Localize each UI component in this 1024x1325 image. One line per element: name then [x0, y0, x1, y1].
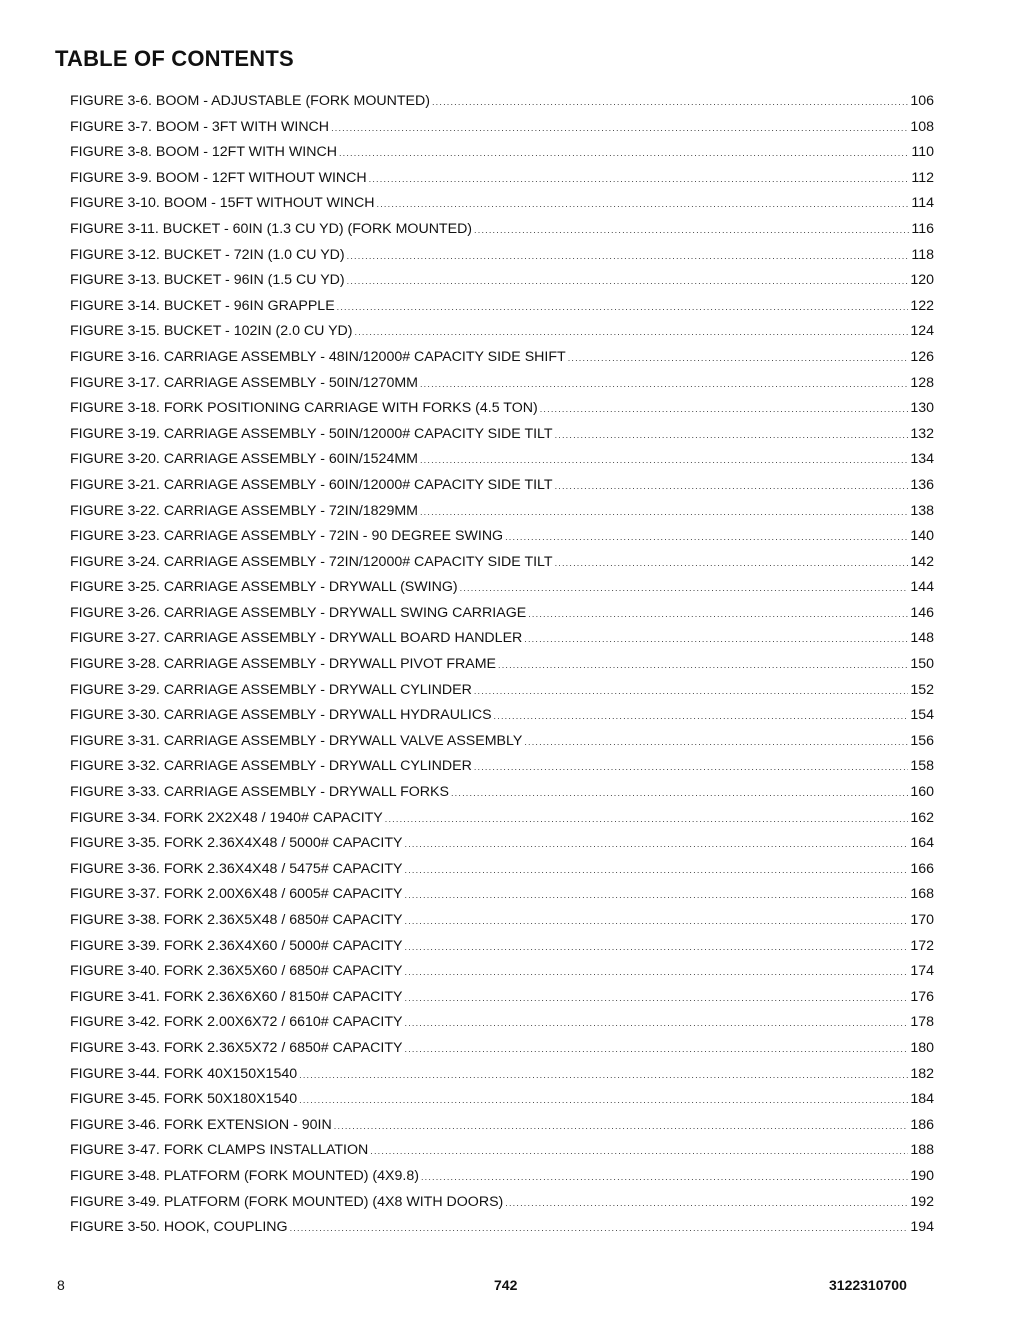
- toc-entry-page: 148: [910, 630, 934, 647]
- toc-entry[interactable]: [70, 831, 934, 857]
- toc-entry[interactable]: [70, 550, 934, 576]
- toc-entry[interactable]: [70, 806, 934, 832]
- toc-entry-page: 176: [910, 988, 934, 1005]
- toc-entry-label: FIGURE 3-15. BUCKET - 102IN (2.0 CU YD): [70, 323, 353, 340]
- toc-entry[interactable]: [70, 243, 934, 269]
- toc-entry-page: 124: [910, 323, 934, 340]
- toc-entry[interactable]: [70, 626, 934, 652]
- dot-leader: [290, 1216, 909, 1242]
- dot-leader: [498, 653, 908, 679]
- toc-entry-page: 112: [911, 169, 934, 186]
- toc-entry[interactable]: [70, 1062, 934, 1088]
- dot-leader: [334, 1114, 909, 1140]
- dot-leader: [405, 935, 909, 961]
- toc-entry-page: 158: [910, 758, 934, 775]
- toc-entry-label: FIGURE 3-10. BOOM - 15FT WITHOUT WINCH: [70, 195, 375, 212]
- dot-leader: [299, 1063, 908, 1089]
- toc-entry[interactable]: [70, 268, 934, 294]
- toc-entry[interactable]: [70, 652, 934, 678]
- toc-entry-label: FIGURE 3-30. CARRIAGE ASSEMBLY - DRYWALL HYDRAULICS: [70, 707, 492, 724]
- toc-entry-label: FIGURE 3-45. FORK 50X180X1540: [70, 1091, 298, 1108]
- toc-entry[interactable]: [70, 754, 934, 780]
- dot-leader: [568, 346, 909, 372]
- dot-leader: [405, 1037, 909, 1063]
- toc-entry[interactable]: [70, 191, 934, 217]
- toc-entry[interactable]: [70, 319, 934, 345]
- toc-entry-label: FIGURE 3-28. CARRIAGE ASSEMBLY - DRYWALL PIVOT FRAME: [70, 656, 496, 673]
- toc-entry-label: FIGURE 3-41. FORK 2.36X6X60 / 8150# CAPACITY: [70, 988, 403, 1005]
- toc-entry-label: FIGURE 3-29. CARRIAGE ASSEMBLY - DRYWALL CYLINDER: [70, 681, 472, 698]
- toc-entry[interactable]: [70, 678, 934, 704]
- dot-leader: [460, 576, 909, 602]
- toc-entry-page: 186: [910, 1116, 934, 1133]
- footer-page-number: 8: [57, 1277, 65, 1293]
- toc-entry-page: 188: [910, 1142, 934, 1159]
- toc-entry[interactable]: [70, 524, 934, 550]
- toc-entry-label: FIGURE 3-14. BUCKET - 96IN GRAPPLE: [70, 297, 335, 314]
- toc-entry-page: 154: [910, 707, 934, 724]
- toc-entry-label: FIGURE 3-49. PLATFORM (FORK MOUNTED) (4X8 WITH DOORS): [70, 1193, 504, 1210]
- toc-list: [70, 89, 934, 1241]
- toc-entry-page: 136: [910, 476, 934, 493]
- toc-entry[interactable]: [70, 140, 934, 166]
- toc-entry-label: FIGURE 3-39. FORK 2.36X4X60 / 5000# CAPACITY: [70, 937, 403, 954]
- toc-entry-page: 164: [910, 835, 934, 852]
- toc-entry-page: 172: [910, 937, 934, 954]
- dot-leader: [505, 1191, 908, 1217]
- dot-leader: [405, 986, 909, 1012]
- toc-entry[interactable]: [70, 345, 934, 371]
- toc-entry[interactable]: [70, 1215, 934, 1241]
- toc-entry[interactable]: [70, 166, 934, 192]
- toc-entry[interactable]: [70, 959, 934, 985]
- toc-entry-label: FIGURE 3-13. BUCKET - 96IN (1.5 CU YD): [70, 272, 345, 289]
- dot-leader: [555, 474, 909, 500]
- dot-leader: [347, 269, 909, 295]
- dot-leader: [474, 218, 909, 244]
- toc-entry-label: FIGURE 3-38. FORK 2.36X5X48 / 6850# CAPACITY: [70, 912, 403, 928]
- toc-entry[interactable]: [70, 1138, 934, 1164]
- toc-entry-page: 182: [910, 1065, 934, 1082]
- dot-leader: [370, 1139, 908, 1165]
- footer-document-number: 3122310700: [829, 1277, 907, 1293]
- toc-entry-label: FIGURE 3-9. BOOM - 12FT WITHOUT WINCH: [70, 169, 367, 186]
- toc-entry-label: FIGURE 3-27. CARRIAGE ASSEMBLY - DRYWALL BOARD HANDLER: [70, 630, 523, 647]
- toc-entry-label: FIGURE 3-20. CARRIAGE ASSEMBLY - 60IN/1524MM: [70, 451, 418, 468]
- toc-entry[interactable]: [70, 780, 934, 806]
- dot-leader: [524, 627, 908, 653]
- dot-leader: [331, 116, 908, 142]
- toc-entry-page: 140: [910, 528, 934, 545]
- toc-entry-label: FIGURE 3-24. CARRIAGE ASSEMBLY - 72IN/12000# CAPACITY SIDE TILT: [70, 553, 553, 570]
- toc-entry-page: 130: [910, 400, 934, 417]
- toc-entry-page: 168: [910, 886, 934, 903]
- toc-entry-page: 118: [911, 246, 934, 263]
- toc-entry-label: FIGURE 3-25. CARRIAGE ASSEMBLY - DRYWALL (SWING): [70, 579, 458, 596]
- toc-entry-page: 108: [910, 118, 934, 135]
- dot-leader: [405, 909, 909, 935]
- toc-entry[interactable]: [70, 703, 934, 729]
- dot-leader: [420, 372, 908, 398]
- toc-entry[interactable]: [70, 89, 934, 115]
- toc-entry[interactable]: [70, 1113, 934, 1139]
- toc-entry[interactable]: [70, 447, 934, 473]
- toc-entry[interactable]: [70, 294, 934, 320]
- toc-entry-page: 170: [910, 912, 934, 928]
- toc-entry-page: 156: [910, 732, 934, 749]
- toc-entry-label: FIGURE 3-40. FORK 2.36X5X60 / 6850# CAPACITY: [70, 963, 403, 980]
- dot-leader: [347, 244, 910, 270]
- toc-entry-label: FIGURE 3-35. FORK 2.36X4X48 / 5000# CAPACITY: [70, 835, 403, 852]
- dot-leader: [369, 167, 910, 193]
- toc-entry-label: FIGURE 3-43. FORK 2.36X5X72 / 6850# CAPACITY: [70, 1039, 403, 1056]
- toc-entry[interactable]: [70, 729, 934, 755]
- toc-entry-label: FIGURE 3-11. BUCKET - 60IN (1.3 CU YD) (FORK MOUNTED): [70, 220, 473, 237]
- toc-entry-page: 166: [910, 860, 934, 877]
- toc-entry-label: FIGURE 3-36. FORK 2.36X4X48 / 5475# CAPACITY: [70, 860, 403, 877]
- toc-entry-page: 192: [910, 1193, 934, 1210]
- dot-leader: [405, 832, 909, 858]
- dot-leader: [337, 295, 909, 321]
- toc-entry-label: FIGURE 3-6. BOOM - ADJUSTABLE (FORK MOUNTED): [70, 93, 430, 109]
- toc-entry-label: FIGURE 3-7. BOOM - 3FT WITH WINCH: [70, 118, 330, 135]
- toc-entry-label: FIGURE 3-17. CARRIAGE ASSEMBLY - 50IN/1270MM: [70, 374, 418, 391]
- dot-leader: [355, 320, 909, 346]
- toc-entry-page: 194: [910, 1219, 934, 1236]
- toc-entry-page: 116: [911, 220, 934, 237]
- toc-entry[interactable]: [70, 473, 934, 499]
- toc-entry-label: FIGURE 3-47. FORK CLAMPS INSTALLATION: [70, 1142, 369, 1159]
- toc-entry[interactable]: [70, 396, 934, 422]
- toc-entry[interactable]: [70, 575, 934, 601]
- toc-entry[interactable]: [70, 985, 934, 1011]
- toc-entry-label: FIGURE 3-21. CARRIAGE ASSEMBLY - 60IN/12000# CAPACITY SIDE TILT: [70, 476, 553, 493]
- dot-leader: [474, 755, 909, 781]
- dot-leader: [540, 397, 909, 423]
- toc-entry-label: FIGURE 3-42. FORK 2.00X6X72 / 6610# CAPACITY: [70, 1014, 403, 1031]
- toc-entry[interactable]: [70, 908, 934, 934]
- toc-entry[interactable]: [70, 857, 934, 883]
- toc-entry-page: 178: [910, 1014, 934, 1031]
- toc-entry-page: 132: [910, 425, 934, 442]
- toc-entry-label: FIGURE 3-16. CARRIAGE ASSEMBLY - 48IN/12000# CAPACITY SIDE SHIFT: [70, 348, 566, 365]
- toc-entry-label: FIGURE 3-33. CARRIAGE ASSEMBLY - DRYWALL FORKS: [70, 784, 449, 801]
- toc-entry-page: 162: [910, 809, 934, 826]
- toc-entry-page: 174: [910, 963, 934, 980]
- toc-entry-label: FIGURE 3-46. FORK EXTENSION - 90IN: [70, 1116, 332, 1133]
- toc-entry-label: FIGURE 3-48. PLATFORM (FORK MOUNTED) (4X9.8): [70, 1167, 419, 1184]
- dot-leader: [420, 500, 908, 526]
- toc-entry-label: FIGURE 3-8. BOOM - 12FT WITH WINCH: [70, 144, 337, 161]
- toc-entry-label: FIGURE 3-44. FORK 40X150X1540: [70, 1065, 298, 1082]
- toc-entry-label: FIGURE 3-26. CARRIAGE ASSEMBLY - DRYWALL SWING CARRIAGE: [70, 604, 527, 621]
- toc-entry-page: 114: [911, 195, 934, 212]
- toc-entry-page: 134: [910, 451, 934, 468]
- dot-leader: [451, 781, 908, 807]
- toc-entry-label: FIGURE 3-34. FORK 2X2X48 / 1940# CAPACITY: [70, 809, 383, 826]
- toc-entry-page: 120: [910, 272, 934, 289]
- toc-entry-page: 150: [910, 656, 934, 673]
- toc-entry-page: 190: [910, 1167, 934, 1184]
- toc-entry[interactable]: [70, 1190, 934, 1216]
- toc-entry[interactable]: [70, 601, 934, 627]
- toc-entry-label: FIGURE 3-18. FORK POSITIONING CARRIAGE WITH FORKS (4.5 TON): [70, 400, 538, 417]
- toc-entry-label: FIGURE 3-23. CARRIAGE ASSEMBLY - 72IN - 90 DEGREE SWING: [70, 528, 504, 545]
- dot-leader: [339, 141, 909, 167]
- toc-entry-page: 138: [910, 502, 934, 519]
- toc-entry[interactable]: [70, 499, 934, 525]
- toc-entry[interactable]: [70, 1010, 934, 1036]
- toc-entry[interactable]: [70, 934, 934, 960]
- toc-entry-page: 160: [910, 784, 934, 801]
- toc-entry-page: 146: [910, 604, 934, 621]
- toc-entry-page: 152: [910, 681, 934, 698]
- page-title: TABLE OF CONTENTS: [55, 46, 294, 71]
- dot-leader: [405, 960, 909, 986]
- toc-entry[interactable]: [70, 115, 934, 141]
- dot-leader: [505, 525, 908, 551]
- toc-entry-label: FIGURE 3-50. HOOK, COUPLING: [70, 1219, 288, 1236]
- dot-leader: [432, 90, 908, 116]
- toc-entry-page: 122: [910, 297, 934, 314]
- toc-entry[interactable]: [70, 217, 934, 243]
- toc-entry-label: FIGURE 3-12. BUCKET - 72IN (1.0 CU YD): [70, 246, 345, 263]
- toc-entry[interactable]: [70, 1164, 934, 1190]
- dot-leader: [405, 858, 909, 884]
- toc-entry-label: FIGURE 3-32. CARRIAGE ASSEMBLY - DRYWALL CYLINDER: [70, 758, 472, 775]
- dot-leader: [420, 448, 908, 474]
- toc-entry-page: 142: [910, 553, 934, 570]
- footer-center-number: 742: [494, 1277, 518, 1293]
- toc-entry-label: FIGURE 3-19. CARRIAGE ASSEMBLY - 50IN/12000# CAPACITY SIDE TILT: [70, 425, 553, 442]
- toc-entry-page: 110: [911, 144, 934, 161]
- toc-entry-page: 180: [910, 1039, 934, 1056]
- toc-entry-page: 128: [910, 374, 934, 391]
- dot-leader: [494, 704, 909, 730]
- toc-entry-label: FIGURE 3-37. FORK 2.00X6X48 / 6005# CAPACITY: [70, 886, 403, 903]
- dot-leader: [555, 551, 909, 577]
- toc-entry-page: 184: [910, 1091, 934, 1108]
- dot-leader: [405, 1011, 909, 1037]
- dot-leader: [377, 192, 910, 218]
- dot-leader: [528, 602, 908, 628]
- toc-entry[interactable]: [70, 371, 934, 397]
- toc-entry[interactable]: [70, 422, 934, 448]
- toc-entry-page: 126: [910, 348, 934, 365]
- toc-entry[interactable]: [70, 1087, 934, 1113]
- dot-leader: [299, 1088, 908, 1114]
- toc-entry-page: 144: [910, 579, 934, 596]
- dot-leader: [555, 423, 909, 449]
- dot-leader: [474, 679, 909, 705]
- toc-entry[interactable]: [70, 882, 934, 908]
- toc-entry-label: FIGURE 3-31. CARRIAGE ASSEMBLY - DRYWALL VALVE ASSEMBLY: [70, 732, 523, 749]
- dot-leader: [524, 730, 908, 756]
- toc-entry-label: FIGURE 3-22. CARRIAGE ASSEMBLY - 72IN/1829MM: [70, 502, 418, 519]
- dot-leader: [421, 1165, 908, 1191]
- dot-leader: [405, 883, 909, 909]
- toc-entry[interactable]: [70, 1036, 934, 1062]
- toc-entry-page: 106: [910, 93, 934, 109]
- dot-leader: [385, 807, 909, 833]
